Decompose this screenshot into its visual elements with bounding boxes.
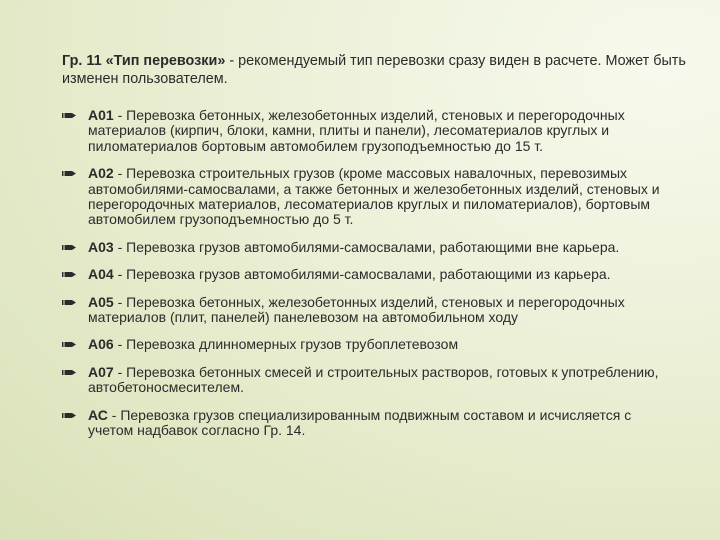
item-code: АС <box>88 406 108 423</box>
item-text: - Перевозка грузов автомобилями-самосвалами, работающими из карьера. <box>113 266 611 283</box>
list-item <box>62 240 662 255</box>
item-code: А05 <box>88 293 114 310</box>
item-text: - Перевозка бетонных, железобетонных изделий, стеновых и перегородочных материалов (плит, панелей) панелевозом на автомобильном ходу <box>88 293 625 326</box>
list-item <box>62 365 662 396</box>
pencil-arrow-icon <box>62 111 77 120</box>
item-text: - Перевозка бетонных, железобетонных изделий, стеновых и перегородочных материалов (кирпич, блоки, камни, плиты и панели), лесоматериалов круглых и пиломатериалов бортовым автомобилем грузоподъемностью до 15 т. <box>88 107 625 154</box>
intro-text: - рекомендуемый тип перевозки сразу виден в расчете. Может быть изменен пользователем. <box>62 53 686 87</box>
pencil-arrow-icon <box>62 169 77 178</box>
pencil-arrow-icon <box>62 368 77 377</box>
item-text: - Перевозка грузов автомобилями-самосвалами, работающими вне карьера. <box>113 238 620 255</box>
pencil-arrow-icon <box>62 270 77 279</box>
item-text: - Перевозка грузов специализированным подвижным составом и исчисляется с учетом надбавок согласно Гр. 14. <box>88 406 632 439</box>
transport-type-list <box>62 108 662 451</box>
item-code: А03 <box>88 238 114 255</box>
item-code: А01 <box>88 107 114 123</box>
pencil-arrow-icon <box>62 243 77 252</box>
list-item <box>62 108 662 154</box>
list-item <box>62 337 662 352</box>
pencil-arrow-icon <box>62 340 77 349</box>
item-text: - Перевозка строительных грузов (кроме массовых навалочных, перевозимых автомобилями-самосвалами, а также бетонных и железобетонных изделий, стеновых и перегородочных материалов, лесоматериалов круглых и пиломатериалов), бортовым автомобилем грузоподъемностью до 5 т. <box>88 165 660 228</box>
intro-bold: Гр. 11 «Тип перевозки» <box>62 53 226 69</box>
pencil-arrow-icon <box>62 298 77 307</box>
item-code: А02 <box>88 165 114 182</box>
item-text: - Перевозка бетонных смесей и строительных растворов, готовых к употреблению, автобетоносмесителем. <box>88 363 659 396</box>
pencil-arrow-icon <box>62 411 77 420</box>
intro-paragraph <box>62 52 702 88</box>
list-item <box>62 267 662 282</box>
list-item <box>62 295 662 326</box>
item-text: - Перевозка длинномерных грузов трубоплетевозом <box>113 336 459 353</box>
list-item <box>62 166 662 228</box>
item-code: А06 <box>88 336 114 353</box>
item-code: А04 <box>88 266 114 283</box>
item-code: А07 <box>88 363 114 380</box>
list-item <box>62 408 662 439</box>
